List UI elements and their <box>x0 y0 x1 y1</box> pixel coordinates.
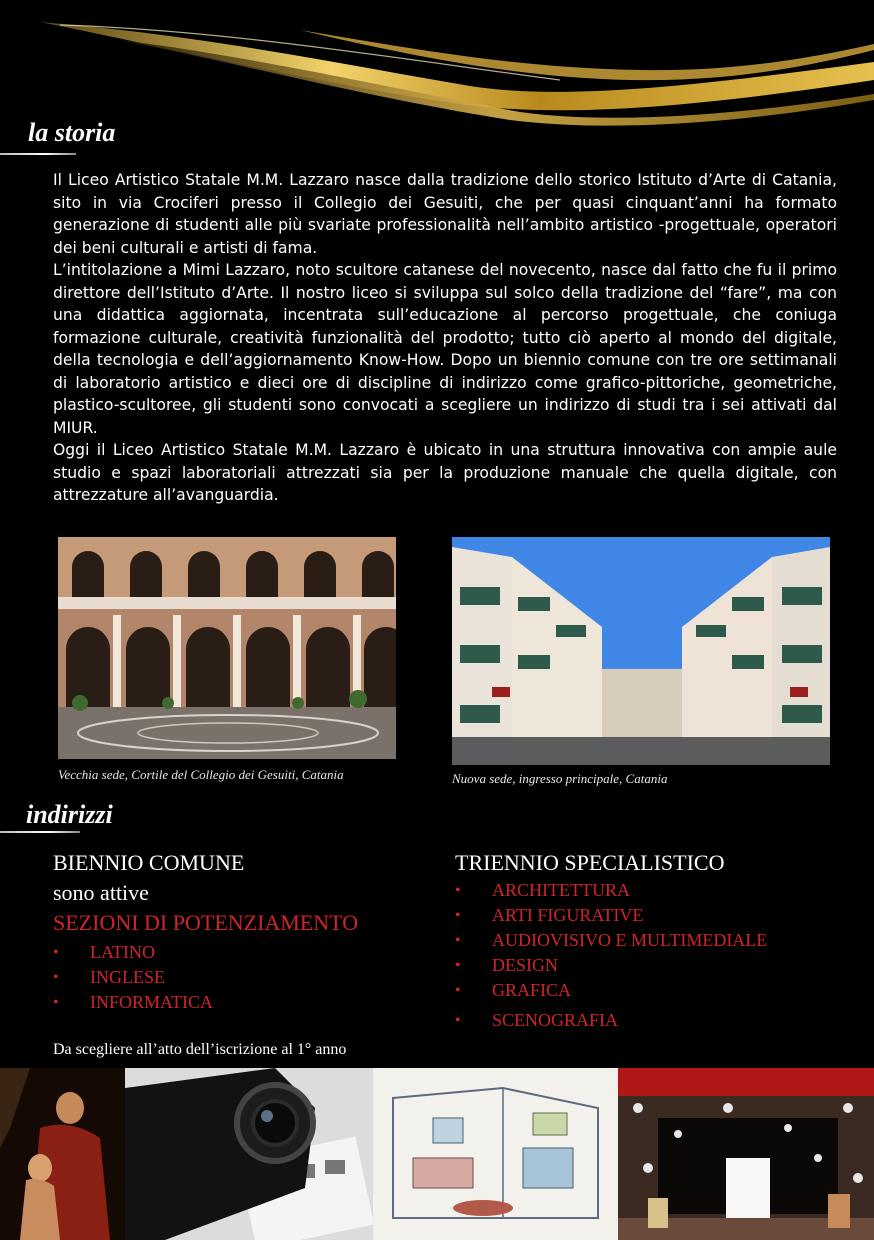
history-heading: la storia <box>28 118 116 147</box>
enrollment-note: Da scegliere all’atto dell’iscrizione al 1° anno <box>53 1041 347 1058</box>
old-building-photo <box>58 537 396 759</box>
list-item: • ARCHITETTURA <box>455 878 855 903</box>
painting-photo <box>0 1068 125 1240</box>
list-item: • INFORMATICA <box>53 990 433 1015</box>
history-paragraph: L’intitolazione a Mimi Lazzaro, noto scultore catanese del novecento, nasce dal fatto che fu il primo direttore dell’Istituto d’Arte. Il nostro liceo si sviluppa sul solco della tradizione del “fare”, ma con una didattica aggiornata, incentrata sull’educazione al percorso progettuale, che coniuga formazione culturale, creatività funzionalità del prodotto; tutto ciò aperto al mondo del digitale, della tecnologia e dell’aggiornamento Know-How. Dopo un biennio comune con tre ore settimanali di laboratorio artistico e dieci ore di discipline di indirizzo come grafico-pittoriche, geometriche, plastico-scultoree, gli studenti sono convocati a scegliere un indirizzo di studi tra i sei attivati dal MIUR. <box>53 261 837 437</box>
list-item: • SCENOGRAFIA <box>455 1008 855 1033</box>
history-paragraph: Oggi il Liceo Artistico Statale M.M. Lazzaro è ubicato in una struttura innovativa con ampie aule studio e spazi laboratoriali attrezzati sia per la produzione manuale che quella digitale, con attrezzature all’avanguardia. <box>53 441 837 504</box>
new-building-caption: Nuova sede, ingresso principale, Catania <box>452 771 668 786</box>
old-building-caption: Vecchia sede, Cortile del Collegio dei Gesuiti, Catania <box>58 767 344 782</box>
tracks-heading-underline <box>0 831 80 833</box>
triennio-list <box>455 878 855 1033</box>
tracks-heading: indirizzi <box>26 800 113 829</box>
biennio-column <box>53 848 433 1015</box>
biennio-list <box>53 940 433 1015</box>
list-item: • AUDIOVISIVO E MULTIMEDIALE <box>455 928 855 953</box>
triennio-title: TRIENNIO SPECIALISTICO <box>455 850 725 875</box>
list-item: • ARTI FIGURATIVE <box>455 903 855 928</box>
list-item: • INGLESE <box>53 965 433 990</box>
biennio-highlight: SEZIONI DI POTENZIAMENTO <box>53 910 359 935</box>
camera-photo <box>125 1068 373 1240</box>
stage-set-photo <box>618 1068 874 1240</box>
history-paragraph: Il Liceo Artistico Statale M.M. Lazzaro nasce dalla tradizione dello storico Istituto d’Arte di Catania, sito in via Crociferi presso il Collegio dei Gesuiti, che per quasi cinquant’anni ha formato generazione di studenti alle più svariate professionalità nell’ambito artistico -progettuale, operatori dei beni culturali e artisti di fama. <box>53 171 837 257</box>
list-item: • DESIGN <box>455 953 855 978</box>
biennio-title: BIENNIO COMUNE <box>53 850 245 875</box>
biennio-subtitle: sono attive <box>53 880 149 905</box>
history-text <box>53 169 837 507</box>
triennio-column <box>455 848 855 1033</box>
interior-sketch-photo <box>373 1068 618 1240</box>
gold-swoosh-decoration <box>0 0 874 140</box>
list-item: • LATINO <box>53 940 433 965</box>
list-item: • GRAFICA <box>455 978 855 1003</box>
history-heading-underline <box>0 153 76 155</box>
new-building-photo <box>452 537 830 765</box>
